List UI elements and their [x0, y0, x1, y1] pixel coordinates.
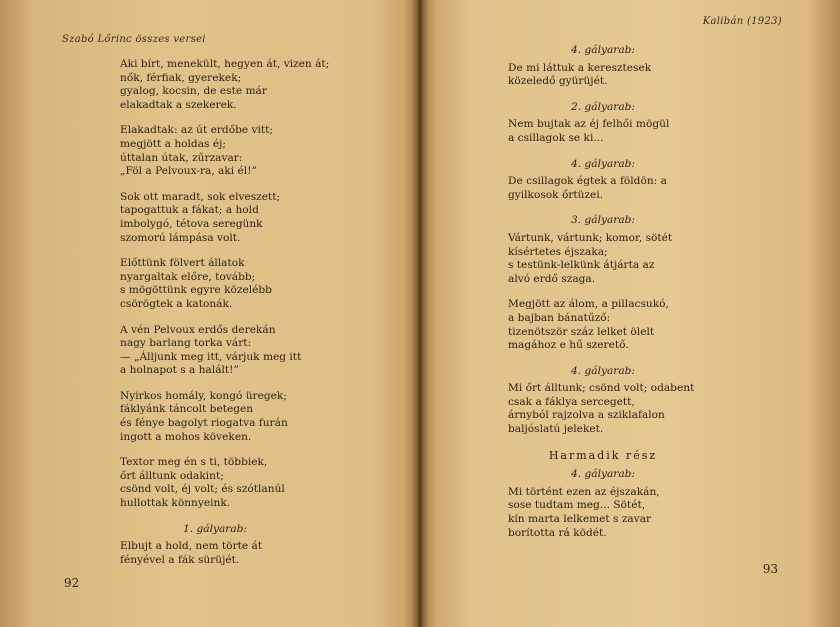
speaker-heading: 4. gályarab: — [571, 44, 635, 56]
verse-line: csönd volt, éj volt; és szótlanúl — [120, 483, 285, 496]
verse-line: Sok ott maradt, sok elveszett; — [120, 190, 281, 203]
verse-line: sose tudtam meg... Sötét, — [508, 499, 646, 512]
verse-line: s testünk-lelkünk átjárta az — [508, 259, 655, 272]
page-number-right: 93 — [762, 562, 778, 576]
verse-line: a csillagok se ki... — [508, 131, 604, 144]
speaker-section — [508, 365, 708, 437]
verse-line: a holnapot s a halált!” — [120, 364, 239, 377]
verse-line: nyargaltak előre, tovább; — [120, 270, 256, 283]
stanza — [120, 324, 320, 378]
part-heading: Harmadik rész — [548, 448, 658, 462]
verse-line: Elbujt a hold, nem törte át — [120, 540, 263, 553]
verse-line: kín marta lelkemet s zavar — [508, 513, 652, 526]
verse-line: csörögtek a katonák. — [120, 297, 233, 310]
verse-line: De mi láttuk a keresztesek — [508, 61, 652, 74]
speaker-heading: 2. gályarab: — [571, 100, 635, 113]
verse-line: ingott a mohos köveken. — [120, 430, 252, 443]
verse-line: baljóslatú jeleket. — [508, 423, 604, 436]
verse-line: Elakadtak: az út erdőbe vitt; — [120, 124, 273, 137]
verse-line: csak a fáklya sercegett, — [508, 395, 635, 408]
verse-line: őrt álltunk odakint; — [120, 469, 224, 482]
verse-line: Megjött az álom, a pillacsukó, — [508, 298, 669, 311]
speaker-heading: 4. gályarab: — [571, 157, 635, 170]
right-page — [420, 0, 840, 627]
verse-line: elakadtak a szekerek. — [120, 98, 237, 111]
verse-line: a bajban bánatűző: — [508, 311, 611, 324]
verse-line: A vén Pelvoux erdős derekán — [120, 323, 276, 336]
verse-line: — „Álljunk meg itt, várjuk meg itt — [120, 350, 302, 363]
verse-line: Nem bujtak az éj felhői mögül — [508, 118, 670, 131]
verse-line: szomorú lámpása volt. — [120, 231, 241, 244]
running-head-right: Kalibán (1923) — [702, 16, 782, 27]
stanza — [508, 298, 708, 352]
left-poem-column — [120, 58, 330, 579]
speaker-section — [508, 214, 708, 286]
speaker-section — [120, 523, 320, 568]
verse-line: Mi történt ezen az éjszakán, — [508, 485, 660, 498]
verse-line: és fénye bagolyt riogatva furán — [120, 417, 288, 430]
stanza — [120, 124, 320, 178]
stanza — [120, 456, 320, 510]
right-poem-column — [508, 44, 708, 552]
verse-line: nagy barlang torka várt: — [120, 337, 252, 350]
speaker-heading: 4. gályarab: — [571, 468, 635, 481]
verse-line: De csillagok égtek a földön: a — [508, 175, 667, 188]
verse-line: Textor meg én s ti, többiek, — [120, 456, 268, 469]
speaker-section — [508, 101, 708, 146]
verse-line: Előttünk fölvert állatok — [120, 257, 245, 270]
running-head-left: Szabó Lőrinc összes versei — [62, 34, 206, 45]
verse-line: tapogattuk a fákat; a hold — [120, 204, 259, 217]
speaker-heading: 1. gályarab: — [183, 522, 247, 535]
verse-line: imbolygó, tétova seregünk — [120, 217, 263, 230]
speaker-section — [508, 44, 708, 89]
verse-line: nők, férfiak, gyerekek; — [120, 71, 242, 84]
verse-line: megjött a holdas éj; — [120, 137, 226, 150]
verse-line: Vártunk, vártunk; komor, sötét — [508, 231, 673, 244]
stanza — [120, 58, 330, 112]
speaker-section — [508, 158, 708, 203]
verse-line: fényével a fák sürüjét. — [120, 553, 240, 566]
verse-line: alvó erdő szaga. — [508, 272, 596, 285]
verse-line: magához e hű szerető. — [508, 339, 629, 352]
verse-line: s mögöttünk egyre közelébb — [120, 284, 272, 297]
verse-line: hullottak könnyeink. — [120, 497, 231, 510]
verse-line: fáklyánk táncolt betegen — [120, 403, 254, 416]
verse-line: Aki bírt, menekült, hegyen át, vizen át; — [120, 58, 330, 70]
verse-line: közeledő gyürüjét. — [508, 75, 608, 88]
verse-line: kísértetes éjszaka; — [508, 245, 608, 258]
stanza — [120, 191, 320, 245]
speaker-heading: 3. gályarab: — [571, 214, 635, 227]
verse-line: borította rá ködét. — [508, 526, 607, 539]
speaker-section — [508, 468, 708, 540]
stanza — [120, 257, 320, 311]
verse-line: tizenötször száz lelket ölelt — [508, 325, 655, 338]
verse-line: „Föl a Pelvoux-ra, aki él!” — [120, 165, 257, 178]
verse-line: Nyirkos homály, kongó üregek; — [120, 389, 287, 402]
verse-line: árnyból rajzolva a sziklafalon — [508, 409, 665, 422]
verse-line: úttalan útak, zűrzavar: — [120, 151, 243, 164]
verse-line: gyilkosok őrtüzei. — [508, 188, 604, 201]
verse-line: Mi őrt álltunk; csönd volt; odabent — [508, 382, 695, 395]
speaker-heading: 4. gályarab: — [571, 364, 635, 377]
verse-line: gyalog, kocsin, de este már — [120, 85, 267, 98]
stanza — [120, 390, 320, 444]
page-number-left: 92 — [64, 576, 80, 590]
